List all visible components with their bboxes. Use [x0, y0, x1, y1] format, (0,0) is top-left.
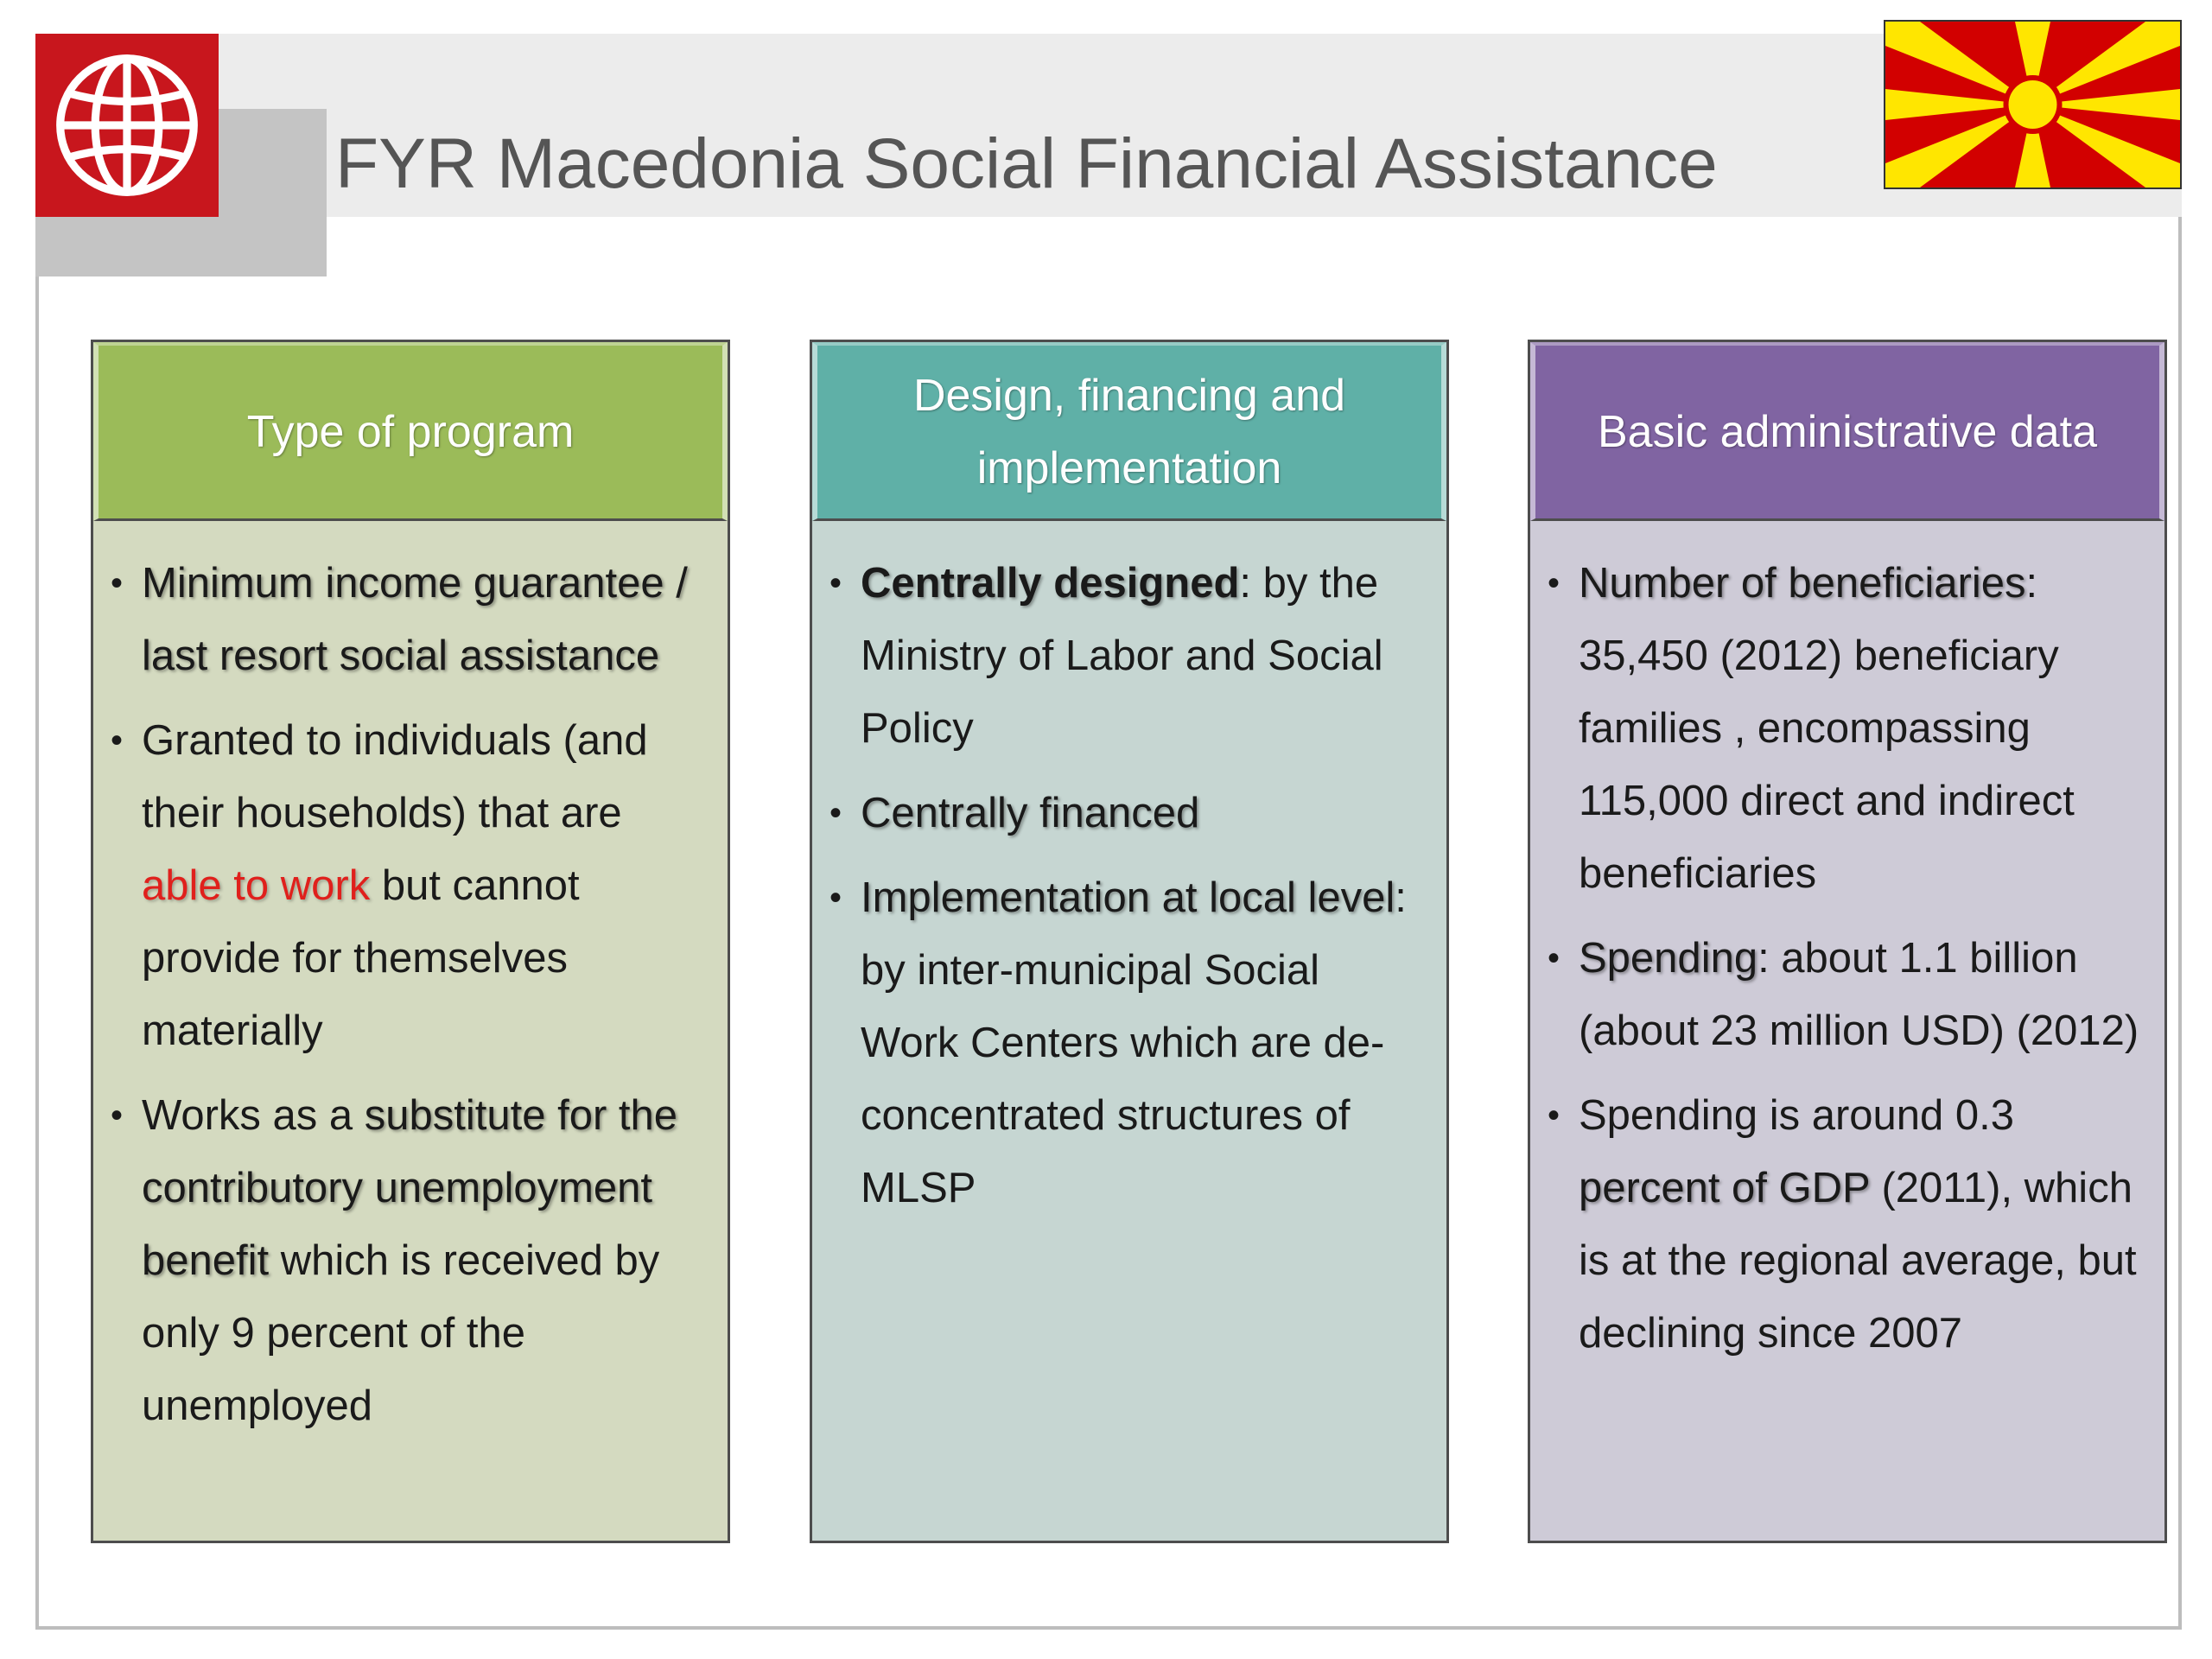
- bullet-text: able to work: [142, 862, 371, 909]
- bullet-item: [111, 547, 709, 692]
- bullet-text: : 35,450 (2012) beneficiary families , encompassing 115,000 direct and indirect beneficiaries: [1579, 560, 2075, 897]
- bullet-item: [830, 547, 1427, 765]
- column-type-of-program: [91, 340, 730, 1543]
- bullet-text: (2011), which is at the regional average, but declining since 2007: [1579, 1165, 2137, 1357]
- macedonia-flag-icon: [1884, 20, 2182, 189]
- bullet-text: Minimum income guarantee / last resort social assistance: [142, 560, 688, 679]
- column-heading: Basic administrative data: [1530, 342, 2164, 521]
- bullet-text: Centrally designed: [861, 560, 1240, 607]
- bullet-item: [1548, 922, 2145, 1067]
- bullet-text: Spending: [1579, 935, 1758, 982]
- column-heading: Type of program: [93, 342, 728, 521]
- bullet-text: Implementation at local level: [861, 874, 1395, 921]
- column-design-financing: [810, 340, 1449, 1543]
- column-administrative-data: [1528, 340, 2167, 1543]
- bullet-text: Works as a: [142, 1092, 365, 1139]
- bullet-text: Granted to individuals (and their households) that are: [142, 717, 648, 836]
- bullet-text: Number of beneficiaries: [1579, 560, 2026, 607]
- bullet-item: [1548, 547, 2145, 910]
- bullet-text: percent of GDP: [1579, 1165, 1870, 1211]
- bullet-text: Centrally financed: [861, 790, 1200, 836]
- column-heading: Design, financing and implementation: [812, 342, 1446, 521]
- page-title: FYR Macedonia Social Financial Assistance: [335, 124, 1718, 203]
- bullet-text: : about 1.1 billion (about 23 million USD) (2012): [1579, 935, 2139, 1054]
- bullet-text: : by the Ministry of Labor and Social Policy: [861, 560, 1383, 752]
- bullet-item: [111, 704, 709, 1067]
- globe-icon: [35, 34, 219, 217]
- column-body: [812, 521, 1446, 1541]
- column-body: [1530, 521, 2164, 1541]
- column-body: [93, 521, 728, 1541]
- bullet-text: Spending is around 0.3: [1579, 1092, 2014, 1139]
- bullet-item: [111, 1079, 709, 1442]
- bullet-text: : by inter-municipal Social Work Centers which are de-concentrated structures of MLSP: [861, 874, 1407, 1211]
- bullet-text: substitute for the contributory unemployment benefit: [142, 1092, 678, 1284]
- bullet-item: [1548, 1079, 2145, 1370]
- bullet-text: but cannot provide for themselves materially: [142, 862, 580, 1054]
- bullet-item: [830, 861, 1427, 1224]
- bullet-item: [830, 777, 1427, 849]
- bullet-text: which is received by only 9 percent of the unemployed: [142, 1237, 660, 1429]
